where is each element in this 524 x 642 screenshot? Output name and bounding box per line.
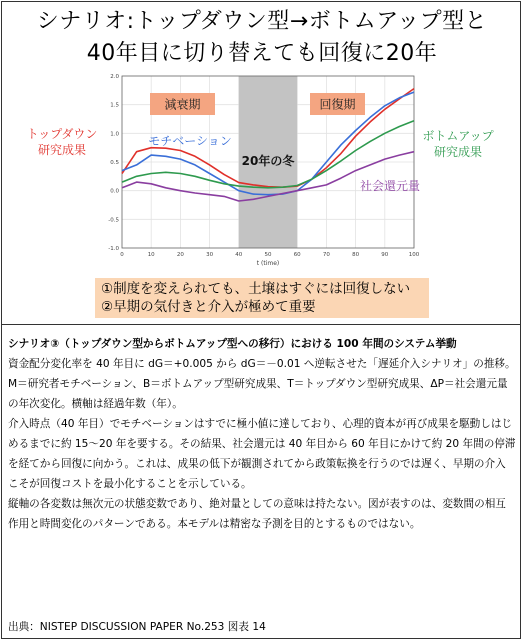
y-tick-label: 0.5 (110, 160, 119, 166)
series-label: 社会還元量 (359, 179, 421, 193)
x-tick-label: 70 (322, 252, 330, 258)
y-tick-label: 1.0 (110, 131, 119, 138)
description-paragraph-2: 介入時点（40 年目）でモチベーションはすでに極小値に達しており、心理的資本が再び成果を駆動しはじめるまでに約 15～20 年を要する。その結果、社会還元は 40 年目から 60 年目にかけて約 20 年間の停滞を経てから回復に向かう。これは、成果の低下が観測されてから政策転換を行うのでは遅く、早期の介入こそが回復コストを最小化することを示している。 (8, 418, 516, 490)
line-chart (0, 66, 524, 276)
x-tick-label: 30 (206, 252, 214, 258)
note-1: ①制度を変えられても、土壌はすぐには回復しない (101, 281, 411, 297)
x-tick-label: 100 (408, 252, 420, 258)
winter-label: 20年の冬 (241, 154, 295, 168)
source-citation: 出典：NISTEP DISCUSSION PAPER No.253 図表 14 (8, 621, 266, 633)
x-tick-label: 50 (264, 252, 272, 258)
description-paragraph-3: 縦軸の各変数は無次元の状態変数であり、絶対量としての意味は持たない。図が表すのは、変数間の相互作用と時間変化のパターンである。本モデルは精密な予測を目的とするものではない。 (8, 498, 506, 530)
figure-title (0, 6, 524, 70)
phase-label: 回復期 (319, 97, 356, 112)
y-tick-label: -1.0 (108, 246, 119, 252)
title-line-2: 40年目に切り替えても回復に20年 (86, 41, 438, 66)
phase-label: 減衰期 (164, 97, 201, 112)
y-tick-label: 1.5 (110, 102, 119, 109)
key-notes-box (95, 278, 429, 318)
series-label: トップダウン (26, 127, 98, 141)
series-label: 研究成果 (37, 143, 87, 157)
series-label: 研究成果 (433, 145, 483, 159)
description-paragraph-1: 資金配分変化率を 40 年目に dG＝+0.005 から dG＝－0.01 へ逆転させた「遅延介入シナリオ」の推移。M＝研究者モチベーション、B＝ボトムアップ型研究成果、T＝トップダウン型研究成果、ΔP＝社会還元量の年次変化。横軸は経過年数（年）。 (8, 358, 516, 410)
x-axis-label: t (time) (256, 260, 280, 267)
section-divider (1, 324, 521, 325)
y-tick-label: 2.0 (110, 74, 119, 80)
y-tick-label: 0.0 (110, 188, 119, 195)
x-tick-label: 60 (293, 252, 301, 258)
x-tick-label: 80 (352, 252, 360, 258)
title-line-1: シナリオ:トップダウン型→ボトムアップ型と (36, 9, 488, 34)
series-label: モチベーション (148, 134, 232, 148)
description-heading: シナリオ③（トップダウン型からボトムアップ型への移行）における 100 年間のシステム挙動 (8, 338, 457, 350)
series-label: ボトムアップ (422, 129, 494, 143)
note-2: ②早期の気付きと介入が極めて重要 (101, 299, 316, 315)
figure-description (8, 334, 516, 534)
x-tick-label: 0 (120, 252, 124, 258)
x-tick-label: 10 (147, 252, 155, 258)
x-tick-label: 40 (235, 252, 243, 258)
x-tick-label: 20 (176, 252, 184, 258)
x-tick-label: 90 (381, 252, 389, 258)
y-tick-label: -0.5 (108, 217, 119, 224)
